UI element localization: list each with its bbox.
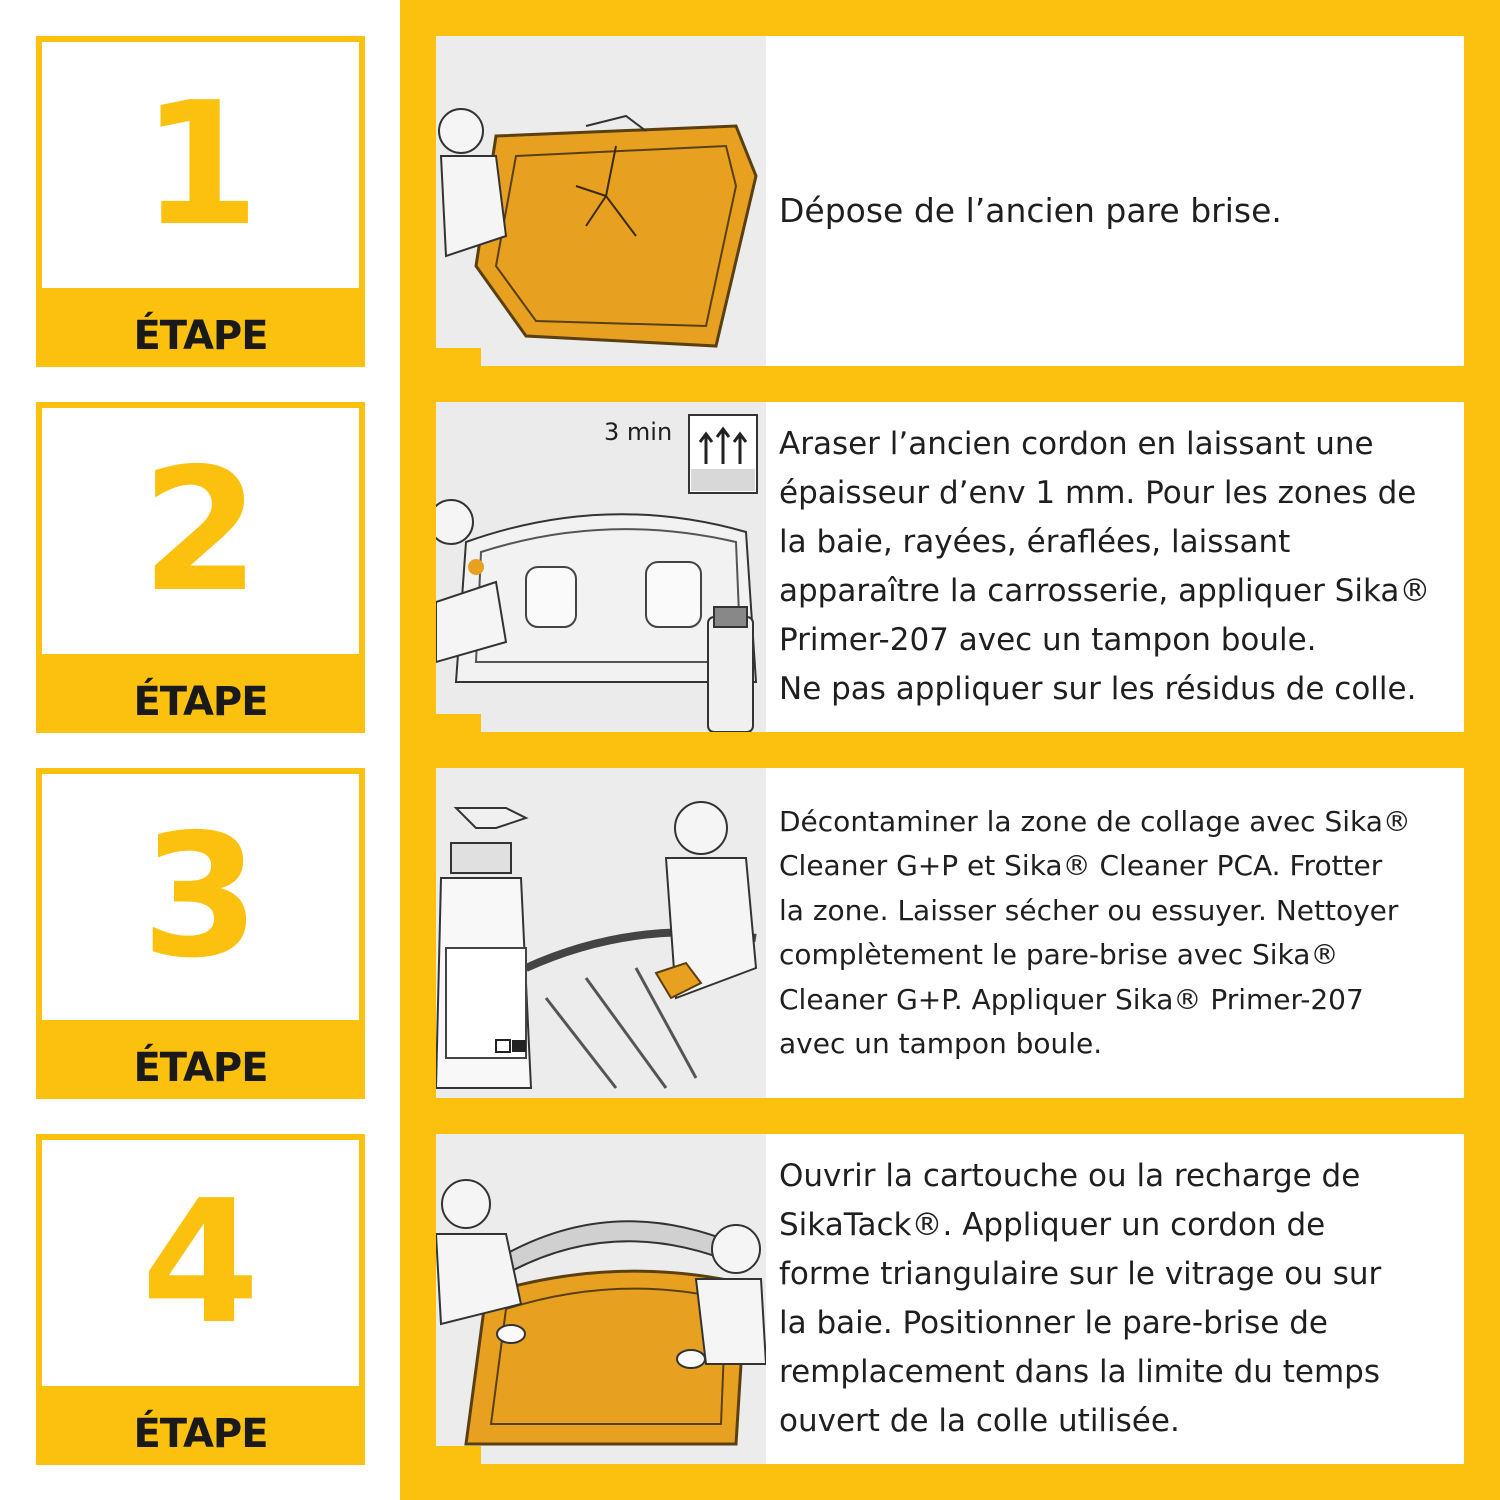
step-badge-1 — [36, 36, 365, 367]
spray-cleaning-illustration — [436, 768, 766, 1098]
step-text-line: Primer-207 avec un tampon boule. — [779, 622, 1317, 658]
step-description — [779, 768, 1451, 1098]
step-badge-3 — [36, 768, 365, 1099]
step-label: ÉTAPE — [133, 1411, 268, 1457]
step-label: ÉTAPE — [133, 313, 268, 359]
step-text-line: remplacement dans la limite du temps — [779, 1354, 1381, 1390]
step-text-line: Araser l’ancien cordon en laissant une — [779, 426, 1374, 462]
step-text-line: Cleaner G+P et Sika® Cleaner PCA. Frotter — [779, 849, 1383, 882]
step-badge-4 — [36, 1134, 365, 1465]
step-description — [779, 402, 1451, 732]
step-label: ÉTAPE — [133, 1045, 268, 1091]
step-number: 3 — [141, 798, 260, 996]
step-number: 2 — [141, 432, 260, 630]
heat-timer-icon — [688, 414, 758, 494]
instruction-card-1 — [436, 36, 1464, 366]
step-text-line: forme triangulaire sur le vitrage ou sur — [779, 1256, 1382, 1292]
instruction-card-3 — [436, 768, 1464, 1098]
step-number: 1 — [141, 66, 260, 264]
step-text-line: la zone. Laisser sécher ou essuyer. Nettoyer — [779, 893, 1399, 927]
instruction-card-2 — [436, 402, 1464, 732]
step-description — [779, 1134, 1451, 1464]
step-text-line: SikaTack®. Appliquer un cordon de — [779, 1207, 1326, 1243]
step-text-line: Ne pas appliquer sur les résidus de colle. — [779, 671, 1417, 707]
step-text: Dépose de l’ancien pare brise. — [779, 191, 1282, 230]
step-text-line: Ouvrir la cartouche ou la recharge de — [779, 1158, 1361, 1194]
step-description — [779, 36, 1451, 366]
instruction-card-4 — [436, 1134, 1464, 1464]
windshield-removal-illustration — [436, 36, 766, 366]
step-badge-2 — [36, 402, 365, 733]
step-text-line: complètement le pare-brise avec Sika® — [779, 938, 1339, 971]
step-text-line: épaisseur d’env 1 mm. Pour les zones de — [779, 475, 1417, 511]
step-text-line: Décontaminer la zone de collage avec Sika® — [779, 804, 1411, 838]
step-text-line: la baie. Positionner le pare-brise de — [779, 1305, 1328, 1341]
step-label: ÉTAPE — [133, 679, 268, 725]
step-text-line: la baie, rayées, éraflées, laissant — [779, 524, 1291, 560]
timer-label: 3 min — [604, 418, 673, 446]
windshield-installation-illustration — [436, 1134, 766, 1464]
step-number: 4 — [141, 1164, 260, 1362]
step-text-line: apparaître la carrosserie, appliquer Sika® — [779, 573, 1431, 609]
step-text-line: Cleaner G+P. Appliquer Sika® Primer-207 — [779, 982, 1364, 1016]
step-text-line: ouvert de la colle utilisée. — [779, 1403, 1180, 1439]
step-text-line: avec un tampon boule. — [779, 1027, 1103, 1060]
